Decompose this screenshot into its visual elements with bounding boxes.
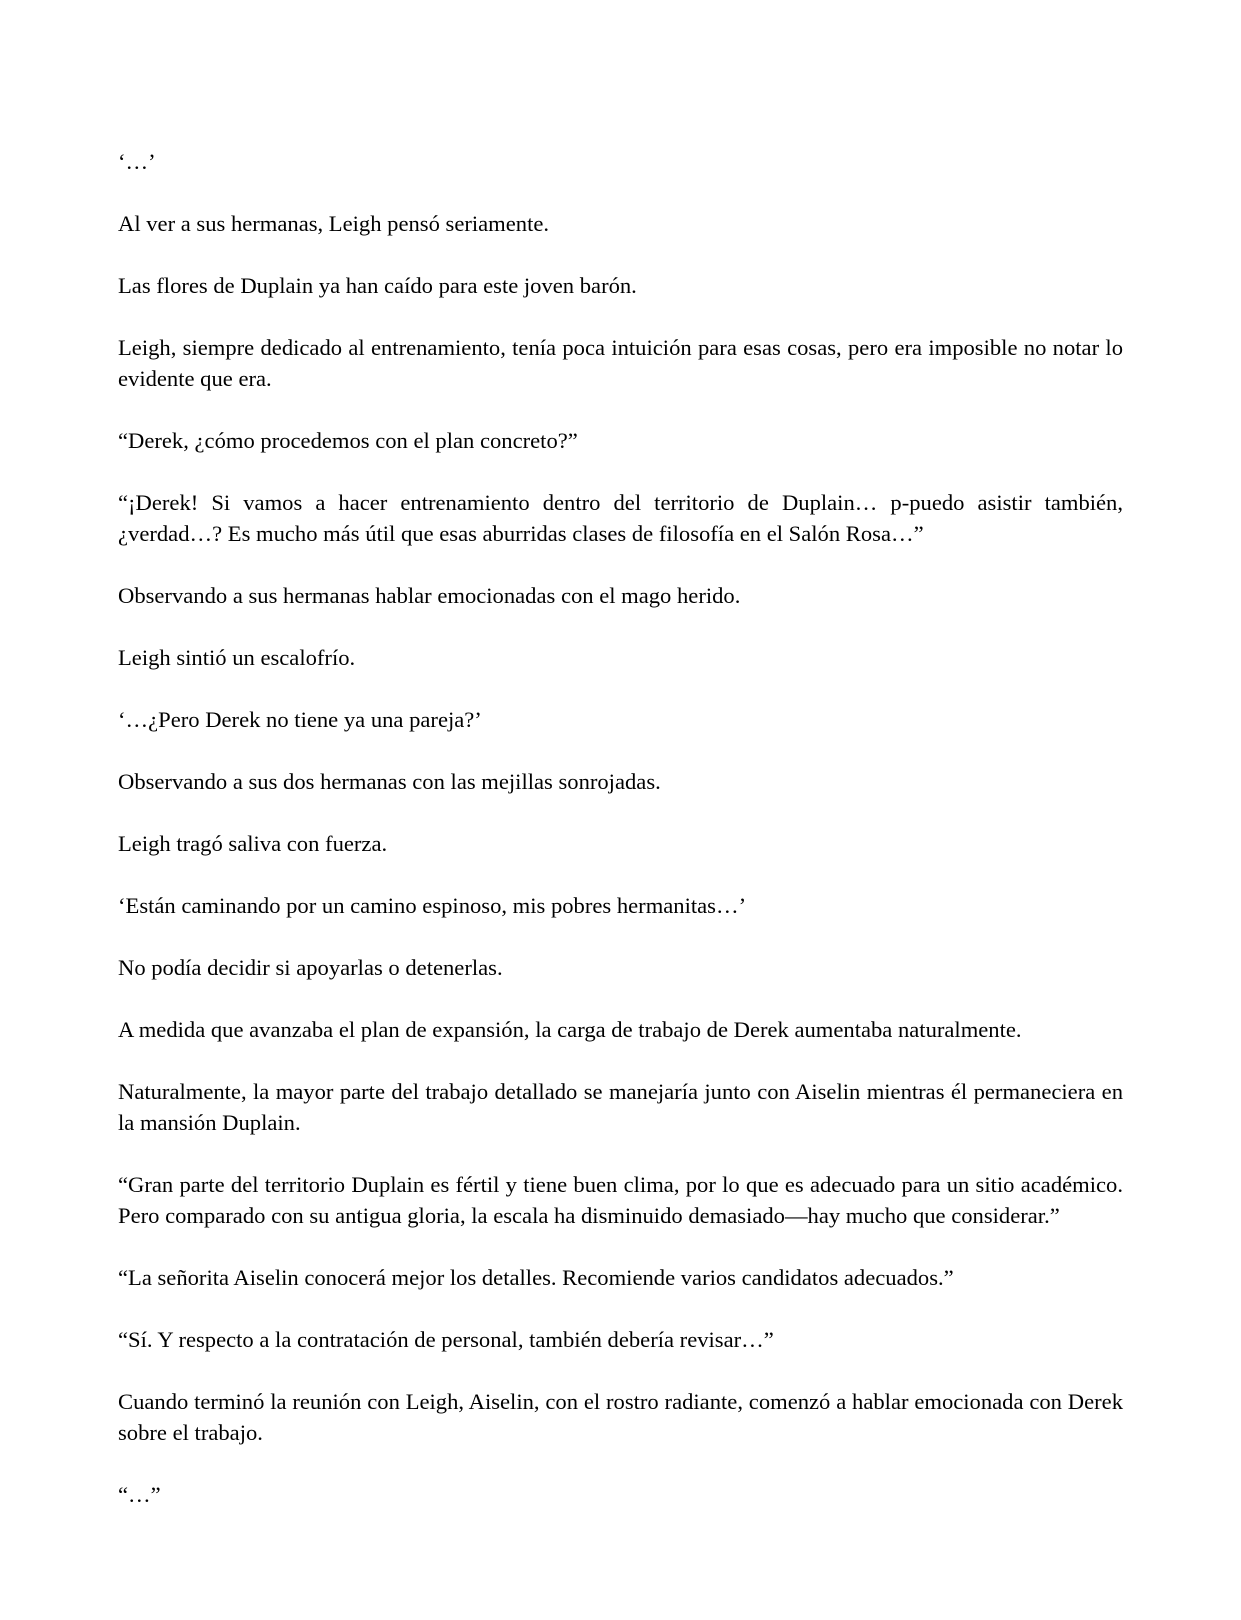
paragraph: ‘…¿Pero Derek no tiene ya una pareja?’ (118, 707, 482, 732)
paragraph: ‘Están caminando por un camino espinoso, mis pobres hermanitas…’ (118, 893, 747, 918)
paragraph: Leigh tragó saliva con fuerza. (118, 831, 388, 856)
paragraph: Naturalmente, la mayor parte del trabajo detallado se manejaría junto con Aiselin mientras él permaneciera en la mansión Duplain. (118, 1079, 1123, 1135)
paragraph: Las flores de Duplain ya han caído para este joven barón. (118, 273, 637, 298)
paragraph: “…” (118, 1482, 161, 1507)
paragraph: “Gran parte del territorio Duplain es fértil y tiene buen clima, por lo que es adecuado para un sitio académico. Pero comparado con su antigua gloria, la escala ha disminuido demasiado—hay mucho que considerar.” (118, 1172, 1123, 1228)
paragraph: “Sí. Y respecto a la contratación de personal, también debería revisar…” (118, 1327, 774, 1352)
paragraph: ‘…’ (118, 149, 156, 174)
paragraph: “¡Derek! Si vamos a hacer entrenamiento dentro del territorio de Duplain… p-puedo asistir también, ¿verdad…? Es mucho más útil que esas aburridas clases de filosofía en el Salón Rosa…” (118, 490, 1123, 546)
paragraph: “Derek, ¿cómo procedemos con el plan concreto?” (118, 428, 578, 453)
paragraph: A medida que avanzaba el plan de expansión, la carga de trabajo de Derek aumentaba naturalmente. (118, 1017, 1022, 1042)
paragraph: Leigh, siempre dedicado al entrenamiento, tenía poca intuición para esas cosas, pero era imposible no notar lo evidente que era. (118, 335, 1123, 391)
paragraph: Al ver a sus hermanas, Leigh pensó seriamente. (118, 211, 550, 236)
paragraph: Observando a sus hermanas hablar emocionadas con el mago herido. (118, 583, 741, 608)
paragraph: No podía decidir si apoyarlas o detenerlas. (118, 955, 503, 980)
paragraph: “La señorita Aiselin conocerá mejor los detalles. Recomiende varios candidatos adecuados.” (118, 1265, 954, 1290)
paragraph: Observando a sus dos hermanas con las mejillas sonrojadas. (118, 769, 661, 794)
paragraph: Cuando terminó la reunión con Leigh, Aiselin, con el rostro radiante, comenzó a hablar emocionada con Derek sobre el trabajo. (118, 1389, 1123, 1445)
paragraph: Leigh sintió un escalofrío. (118, 645, 356, 670)
